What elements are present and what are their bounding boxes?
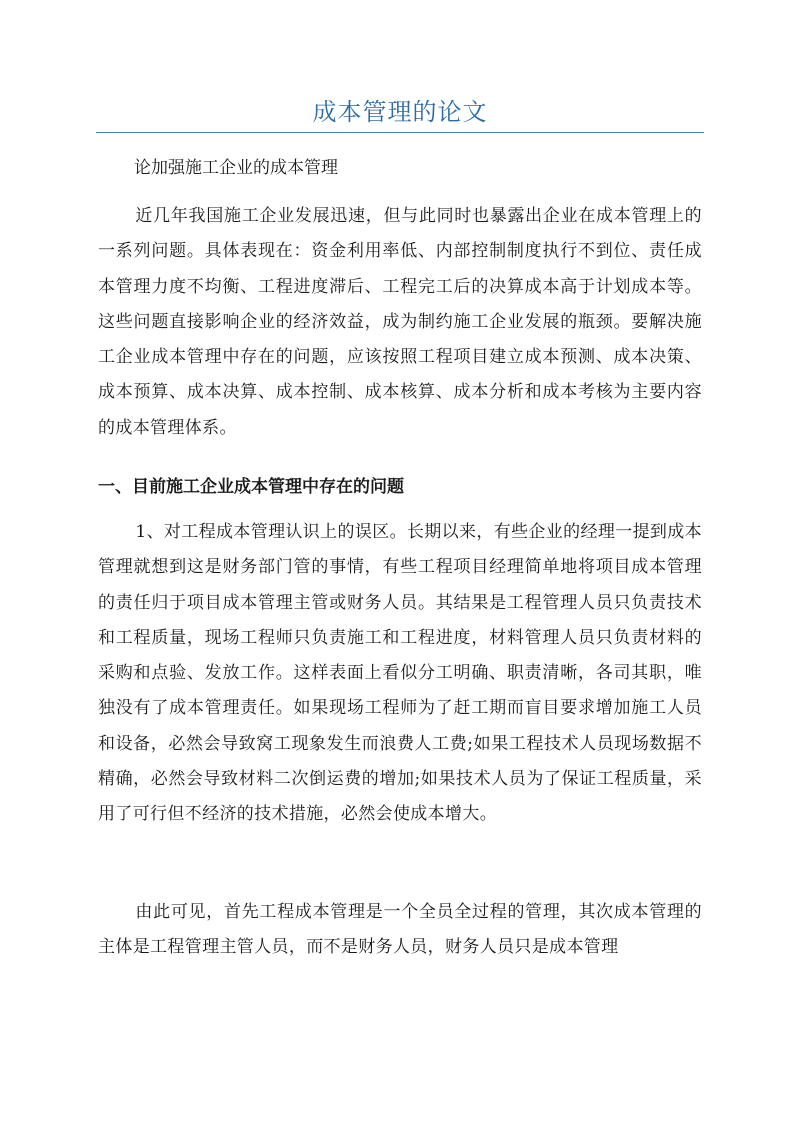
paper-subtitle: 论加强施工企业的成本管理 — [134, 158, 338, 178]
document-title: 成本管理的论文 — [312, 98, 488, 126]
intro-paragraph: 近几年我国施工企业发展迅速，但与此同时也暴露出企业在成本管理上的一系列问题。具体表现在：资金利用率低、内部控制制度执行不到位、责任成本管理力度不均衡、工程进度滞后、工程完工后的决算成本高于计划成本等。这些问题直接影响企业的经济效益，成为制约施工企业发展的瓶颈。要解决施工企业成本管理中存在的问题，应该按照工程项目建立成本预测、成本决策、成本预算、成本决算、成本控制、成本核算、成本分析和成本考核为主要内容的成本管理体系。 — [98, 206, 702, 438]
section-heading: 一、目前施工企业成本管理中存在的问题 — [98, 477, 404, 497]
title-underline — [96, 132, 704, 133]
section-item-paragraph: 1、对工程成本管理认识上的误区。长期以来，有些企业的经理一提到成本管理就想到这是财务部门管的事情，有些工程项目经理简单地将项目成本管理的责任归于项目成本管理主管或财务人员。其结果是工程管理人员只负责技术和工程质量，现场工程师只负责施工和工程进度，材料管理人员只负责材料的采购和点验、发放工作。这样表面上看似分工明确、职责清晰，各司其职，唯独没有了成本管理责任。如果现场工程师为了赶工期而盲目要求增加施工人员和设备，必然会导致窝工现象发生而浪费人工费;如果工程技术人员现场数据不精确，必然会导致材料二次倒运费的增加;如果技术人员为了保证工程质量，采用了可行但不经济的技术措施，必然会使成本增大。 — [98, 522, 702, 825]
conclusion-paragraph: 由此可见，首先工程成本管理是一个全员全过程的管理，其次成本管理的主体是工程管理主管人员，而不是财务人员，财务人员只是成本管理 — [98, 902, 702, 958]
